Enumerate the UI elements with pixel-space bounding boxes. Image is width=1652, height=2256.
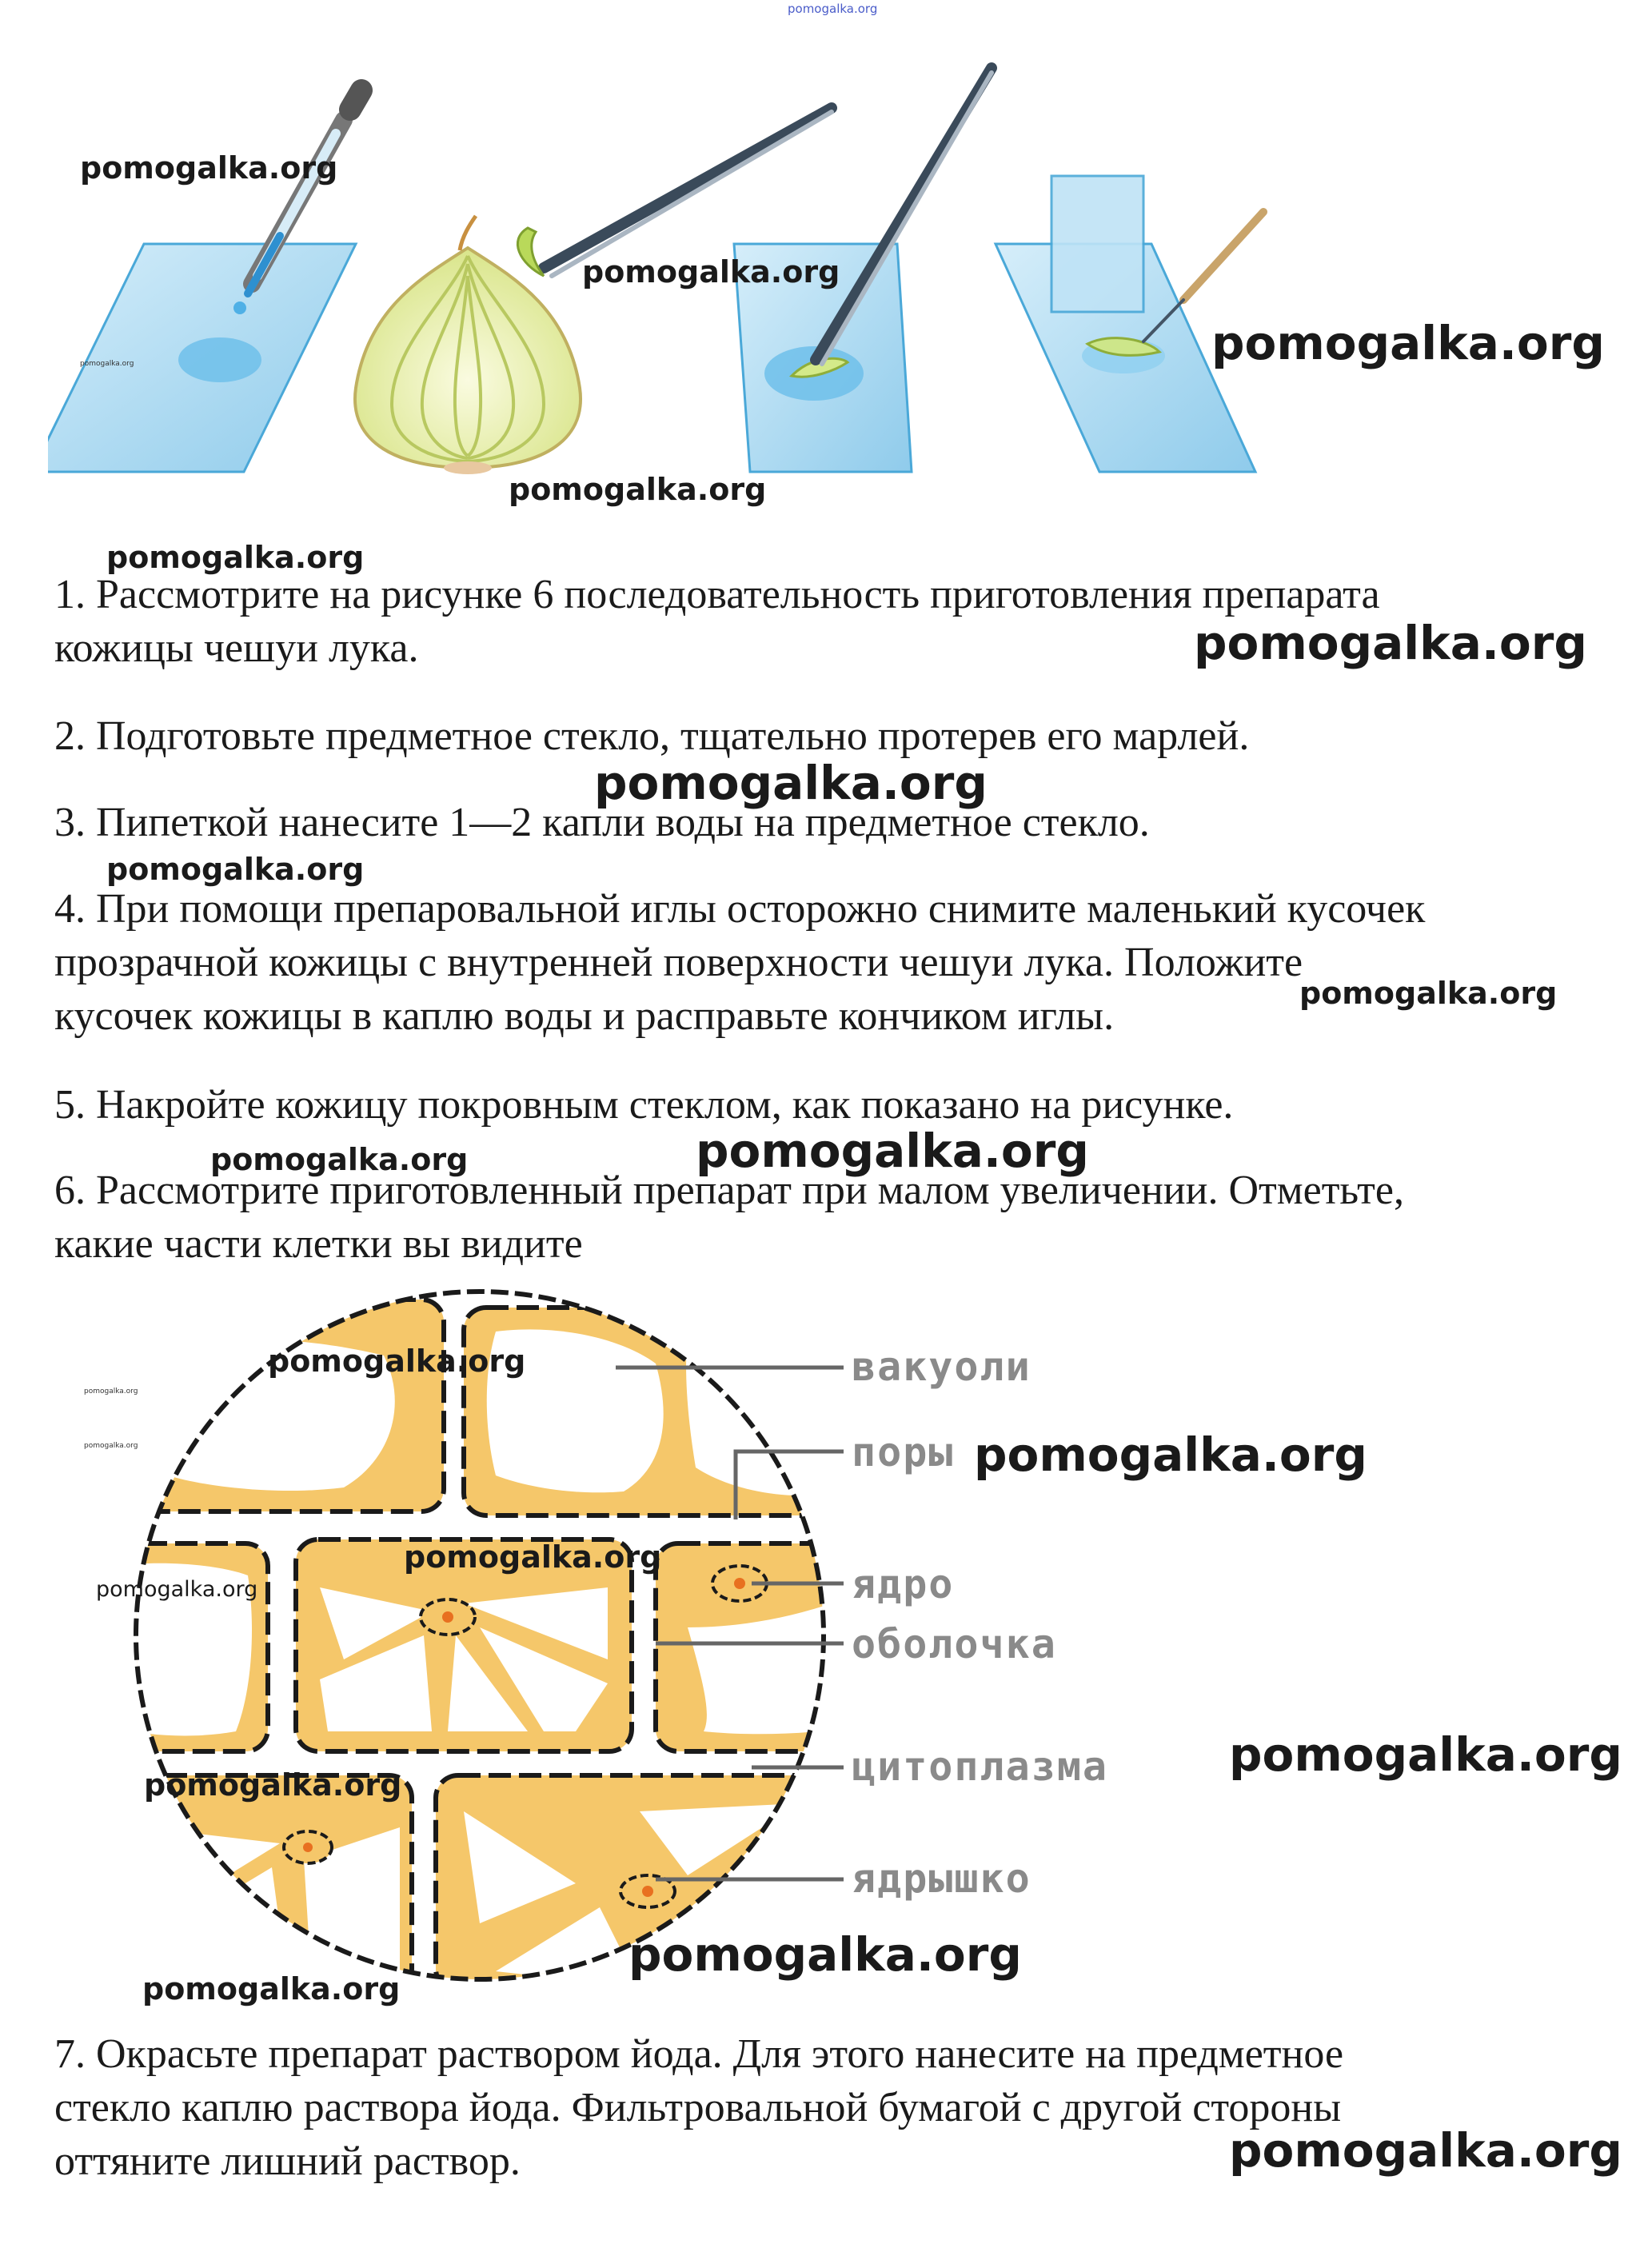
step-6 (54, 1164, 1622, 1271)
step-line: 3. Пипеткой нанесите 1—2 капли воды на предметное стекло. (54, 800, 1150, 845)
cell-top-right (464, 1308, 864, 1515)
step-line: кусочек кожицы в каплю воды и расправьте кончиком иглы. (54, 993, 1115, 1039)
watermark: pomogalka.org (1229, 2123, 1622, 2178)
slide-with-pipette (48, 90, 361, 472)
watermark: pomogalka.org (1194, 616, 1587, 670)
step-4 (54, 882, 1622, 1043)
cell-middle-right (656, 1543, 872, 1751)
step-line: стекло каплю раствора йода. Фильтровальной бумагой с другой стороны (54, 2085, 1342, 2130)
step-2 (54, 709, 1622, 763)
watermark: pomogalka.org (96, 1577, 258, 1602)
cell-top-left (128, 1300, 444, 1511)
step-line: кожицы чешуи лука. (54, 625, 419, 671)
watermark: pomogalka.org (84, 1442, 138, 1450)
label-pores: поры (852, 1429, 955, 1475)
watermark: pomogalka.org (210, 1142, 469, 1177)
step-line: 4. При помощи препаровальной иглы осторожно снимите маленький кусочек (54, 886, 1426, 932)
step-line: 7. Окрасьте препарат раствором йода. Для этого нанесите на предметное (54, 2031, 1344, 2077)
watermark: pomogalka.org (594, 756, 988, 810)
step-line: 2. Подготовьте предметное стекло, тщательно протерев его марлей. (54, 713, 1250, 759)
watermark: pomogalka.org (80, 150, 338, 186)
watermark: pomogalka.org (628, 1927, 1022, 1982)
label-membrane: оболочка (852, 1621, 1057, 1667)
label-nucleolus: ядрышко (852, 1855, 1032, 1902)
cell-middle-left (92, 1543, 268, 1751)
watermark: pomogalka.org (80, 360, 134, 368)
label-cytoplasm: цитоплазма (852, 1743, 1109, 1790)
step-line: оттяните лишний раствор. (54, 2138, 521, 2184)
watermark-top: pomogalka.org (788, 2, 878, 16)
watermark: pomogalka.org (1229, 1727, 1622, 1782)
watermark: pomogalka.org (582, 254, 840, 289)
watermark: pomogalka.org (268, 1344, 526, 1379)
step-line: прозрачной кожицы с внутренней поверхности чешуи лука. Положите (54, 940, 1303, 985)
watermark: pomogalka.org (974, 1427, 1367, 1482)
watermark: pomogalka.org (1211, 316, 1605, 370)
watermark: pomogalka.org (1299, 976, 1558, 1011)
watermark: pomogalka.org (144, 1767, 402, 1803)
watermark: pomogalka.org (696, 1124, 1089, 1178)
step-line: 1. Рассмотрите на рисунке 6 последовательность приготовления препарата (54, 572, 1380, 617)
watermark: pomogalka.org (509, 472, 767, 507)
cell-bottom-left (112, 1775, 412, 1987)
label-vacuoles: вакуоли (852, 1344, 1032, 1390)
label-nucleus: ядро (852, 1561, 955, 1607)
watermark: pomogalka.org (106, 852, 365, 887)
watermark: pomogalka.org (404, 1539, 662, 1575)
watermark: pomogalka.org (84, 1388, 138, 1396)
onion-cell-diagram (80, 1284, 880, 1987)
step-line: какие части клетки вы видите (54, 1221, 583, 1267)
step-line: 6. Рассмотрите приготовленный препарат при малом увеличении. Отметьте, (54, 1168, 1404, 1213)
watermark: pomogalka.org (142, 1971, 401, 2006)
step-line: 5. Накройте кожицу покровным стеклом, как показано на рисунке. (54, 1082, 1234, 1128)
watermark: pomogalka.org (106, 540, 365, 575)
onion-icon (355, 216, 581, 474)
